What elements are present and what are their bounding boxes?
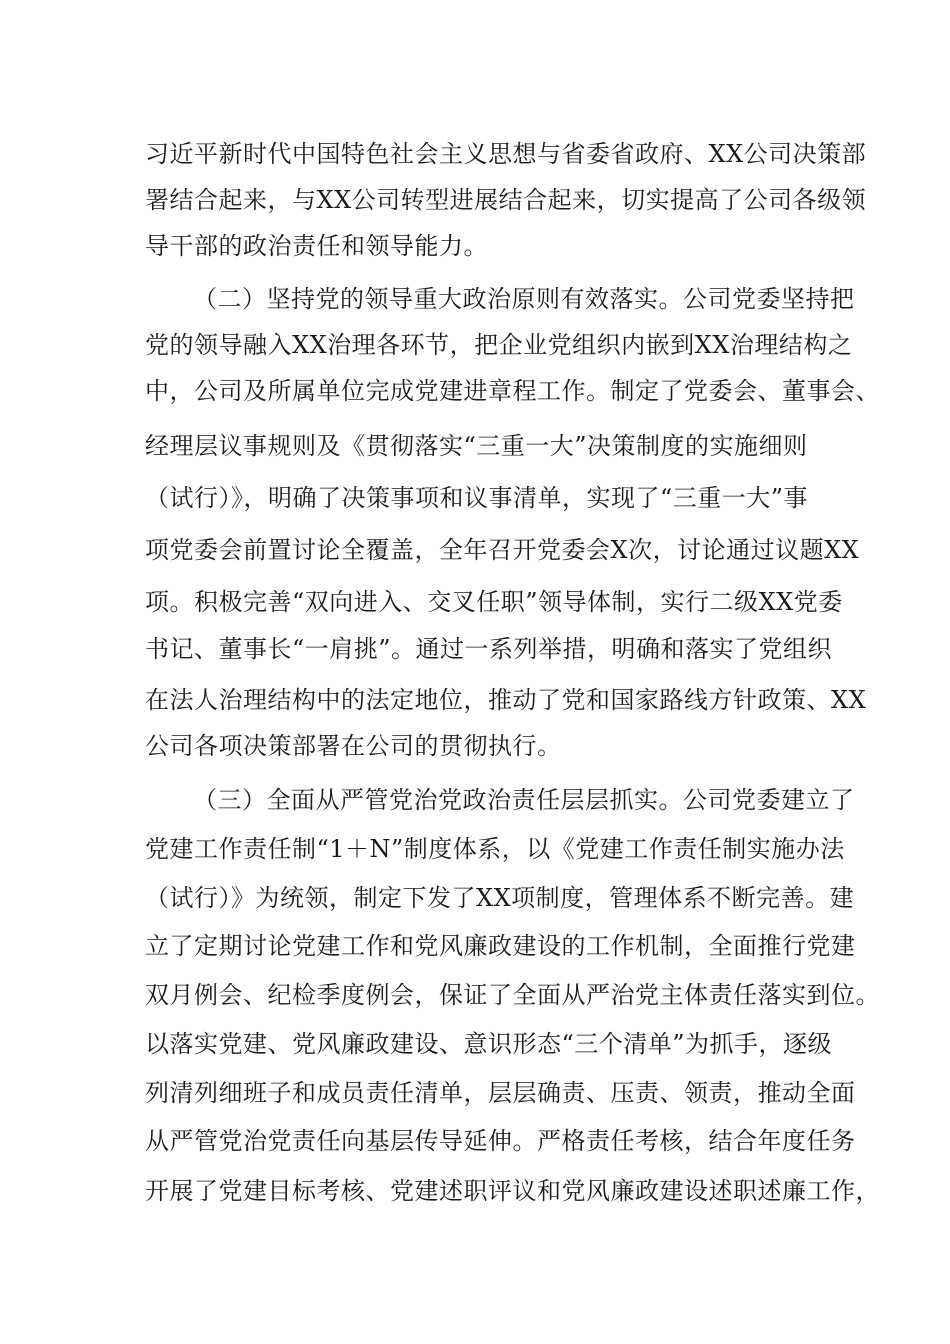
text-line: 双月例会、纪检季度例会，保证了全面从严治党主体责任落实到位。 [145, 981, 880, 1009]
text-line: 导干部的政治责任和领导能力。 [145, 232, 488, 260]
text-line: （试行）》，明确了决策事项和议事清单，实现了“三重一大”事 [145, 484, 809, 512]
text-line: 开展了党建目标考核、党建述职评议和党风廉政建设述职述廉工作， [145, 1177, 880, 1205]
text-line: 党的领导融入XX治理各环节，把企业党组织内嵌到XX治理结构之 [145, 331, 853, 359]
text-line: 党建工作责任制“1＋N”制度体系，以《党建工作责任制实施办法 [145, 835, 845, 863]
text-line: 从严管党治党责任向基层传导延伸。严格责任考核，结合年度任务 [145, 1127, 856, 1155]
text-line: 立了定期讨论党建工作和党风廉政建设的工作机制，全面推行党建 [145, 932, 856, 960]
text-line: 经理层议事规则及《贯彻落实“三重一大”决策制度的实施细则 [145, 432, 808, 460]
text-line: 以落实党建、党风廉政建设、意识形态“三个清单”为抓手，逐级 [145, 1030, 833, 1058]
text-line: 公司各项决策部署在公司的贯彻执行。 [145, 732, 562, 760]
text-line: 署结合起来，与XX公司转型进展结合起来，切实提高了公司各级领 [145, 186, 867, 214]
paragraph-heading-line: （三）全面从严管党治党政治责任层层抓实。公司党委建立了 [193, 786, 855, 814]
text-line: 列清列细班子和成员责任清单，层层确责、压责、领责，推动全面 [145, 1079, 856, 1107]
text-line: 中，公司及所属单位完成党建进章程工作。制定了党委会、董事会、 [145, 377, 880, 405]
text-line: （试行）》为统领，制定下发了XX项制度，管理体系不断完善。建 [145, 884, 855, 912]
text-line: 项。积极完善“双向进入、交叉任职”领导体制，实行二级XX党委 [145, 588, 843, 616]
text-line: 书记、董事长“一肩挑”。通过一系列举措，明确和落实了党组织 [145, 635, 833, 663]
text-line: 项党委会前置讨论全覆盖，全年召开党委会X次，讨论通过议题XX [145, 536, 860, 564]
text-line: 在法人治理结构中的法定地位，推动了党和国家路线方针政策、XX [145, 686, 867, 714]
text-line: 习近平新时代中国特色社会主义思想与省委省政府、XX公司决策部 [145, 140, 867, 168]
paragraph-heading-line: （二）坚持党的领导重大政治原则有效落实。公司党委坚持把 [193, 285, 855, 313]
